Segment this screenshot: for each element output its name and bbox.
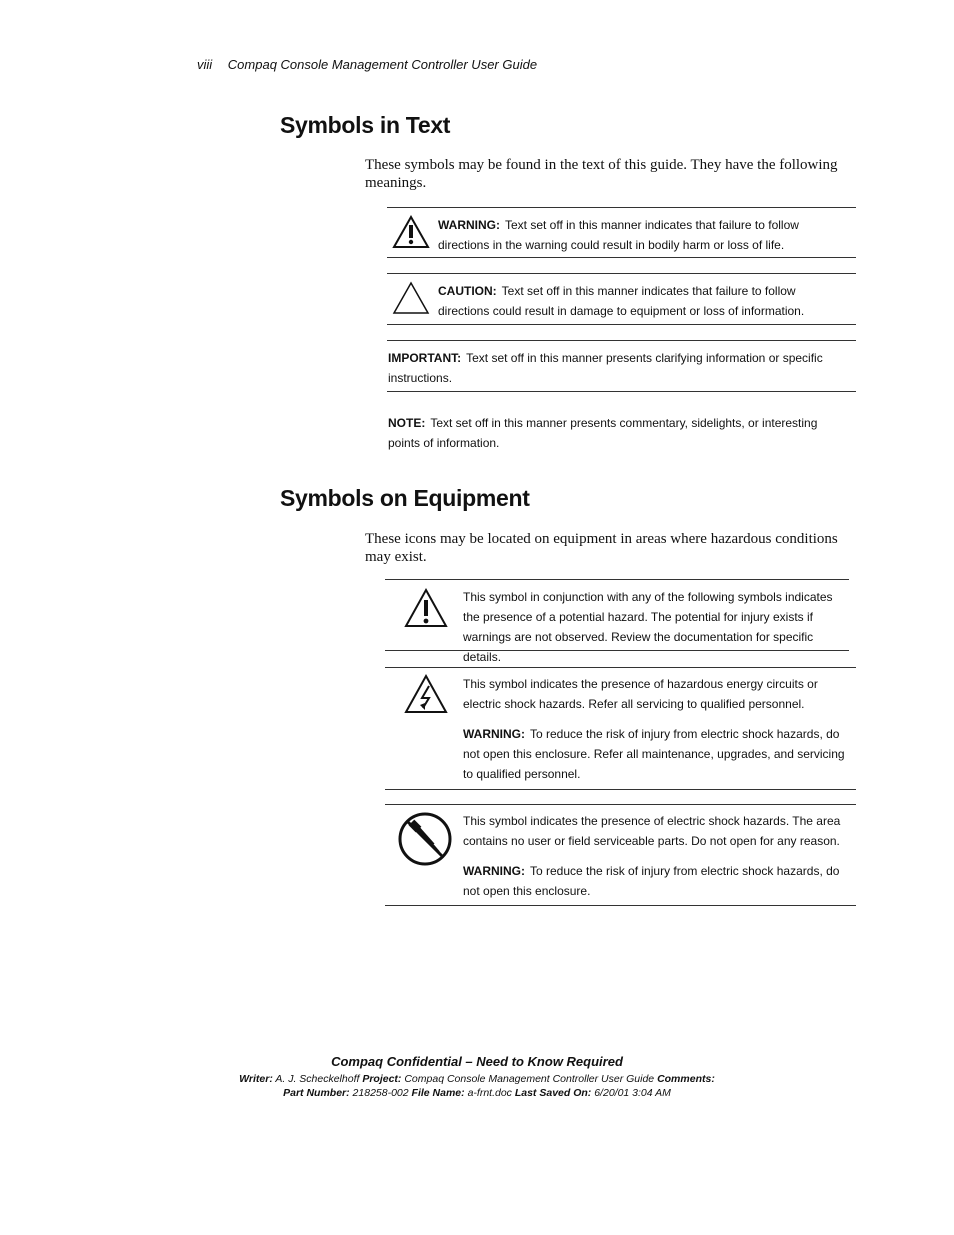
warning-notice (387, 207, 856, 258)
part-number-value: 218258-002 (352, 1087, 409, 1099)
caution-label: CAUTION: (438, 284, 497, 298)
warning-triangle-exclamation-icon (392, 215, 430, 249)
writer-label: Writer: (239, 1073, 273, 1085)
project-value: Compaq Console Management Controller User Guide (404, 1073, 655, 1085)
section-heading-symbols-on-equipment: Symbols on Equipment (280, 485, 530, 511)
note-text: Text set off in this manner presents commentary, sidelights, or interesting points of information. (388, 416, 818, 450)
section-heading-symbols-in-text: Symbols in Text (280, 112, 451, 138)
no-service-warning-label: WARNING: (463, 864, 525, 878)
warning-label: WARNING: (438, 218, 500, 232)
page-number: viii (197, 57, 213, 72)
file-name-value: a-frnt.doc (467, 1087, 512, 1099)
last-saved-label: Last Saved On: (514, 1087, 592, 1099)
equipment-symbol-no-service (385, 804, 856, 906)
project-label: Project: (362, 1073, 402, 1085)
part-number-label: Part Number: (283, 1087, 350, 1099)
writer-value: A. J. Scheckelhoff (275, 1073, 360, 1085)
confidential-notice: Compaq Confidential – Need to Know Required (331, 1054, 623, 1069)
no-service-warning-text: To reduce the risk of injury from electric shock hazards, do not open this enclosure. (463, 864, 840, 898)
footer-file-line (0, 1087, 954, 1099)
equipment-symbol-electric (385, 667, 856, 790)
important-text: Text set off in this manner presents clarifying information or specific instructions. (388, 351, 823, 385)
file-name-label: File Name: (411, 1087, 465, 1099)
comments-label: Comments: (657, 1073, 715, 1085)
electric-warning-label: WARNING: (463, 727, 525, 741)
no-user-serviceable-parts-icon (397, 811, 453, 867)
important-notice (387, 340, 856, 392)
equipment-symbol-hazard (385, 579, 849, 664)
running-head (197, 57, 537, 72)
last-saved-value: 6/20/01 3:04 AM (594, 1087, 671, 1099)
note-label: NOTE: (388, 416, 426, 430)
footer-writer-line (0, 1073, 954, 1085)
warning-text: Text set off in this manner indicates that failure to follow directions in the warning could result in bodily harm or loss of life. (438, 218, 799, 252)
symbols-in-text-intro: These symbols may be found in the text of this guide. They have the following meanings. (365, 157, 838, 191)
electric-shock-triangle-icon (403, 672, 449, 718)
hazard-symbol-text: This symbol in conjunction with any of the following symbols indicates the presence of a potential hazard. The potential for injury exists if warnings are not observed. Review the documentation for specific details. (463, 590, 833, 664)
important-label: IMPORTANT: (388, 351, 462, 365)
caution-text: Text set off in this manner indicates that failure to follow directions could result in damage to equipment or loss of information. (438, 284, 805, 318)
symbols-on-equipment-intro: These icons may be located on equipment in areas where hazardous conditions may exist. (365, 531, 838, 565)
caution-notice (387, 273, 856, 325)
electric-symbol-text: This symbol indicates the presence of hazardous energy circuits or electric shock hazards. Refer all servicing to qualified personnel. (463, 677, 818, 711)
electric-warning-text: To reduce the risk of injury from electric shock hazards, do not open this enclosure. Refer all maintenance, upgrades, and servicing to qualified personnel. (463, 727, 845, 781)
running-head-title: Compaq Console Management Controller User Guide (227, 57, 538, 72)
caution-triangle-icon (392, 281, 430, 315)
hazard-triangle-exclamation-icon (403, 586, 449, 632)
note-notice (387, 406, 856, 456)
no-service-symbol-text: This symbol indicates the presence of electric shock hazards. The area contains no user or field serviceable parts. Do not open for any reason. (463, 814, 841, 848)
